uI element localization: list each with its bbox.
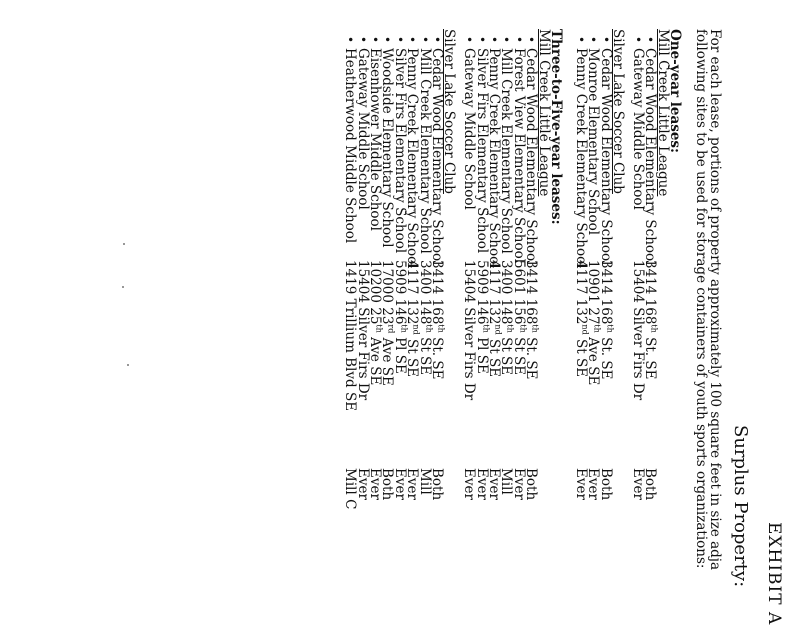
address-number: 5601 156	[510, 260, 527, 325]
address-ordinal-suffix: th	[399, 324, 409, 333]
school-district: Mill	[416, 468, 433, 495]
bullet-icon: •	[499, 36, 514, 44]
bullet-icon: •	[429, 36, 444, 44]
site-name: Gateway Middle School	[629, 48, 646, 210]
address-ordinal-suffix: th	[481, 324, 491, 333]
bullet-icon: •	[474, 36, 489, 44]
school-district: Ever	[461, 468, 478, 500]
address-number: 15404 Silver Firs Dr	[354, 260, 371, 401]
site-name: Silver Firs Elementary School	[391, 48, 408, 254]
bullet-icon: •	[405, 36, 420, 44]
org-heading: Silver Lake Soccer Club	[441, 29, 458, 194]
site-address	[342, 260, 359, 412]
exhibit-label: EXHIBIT A	[764, 522, 784, 625]
bullet-icon: •	[367, 36, 382, 44]
address-ordinal-suffix: th	[530, 324, 540, 333]
address-street: Pl SE	[473, 332, 490, 374]
site-name: Gateway Middle School	[354, 48, 371, 210]
site-address	[461, 260, 478, 401]
address-street: St. SE	[523, 332, 540, 380]
bullet-icon: •	[486, 36, 501, 44]
address-number: 4117 132	[572, 260, 589, 325]
site-name: Cedar Wood Elementary School	[597, 48, 614, 266]
school-district: Ever	[572, 468, 589, 500]
org-heading: Mill Creek Little League	[654, 29, 671, 197]
page-title: Surplus Property:	[730, 425, 751, 588]
bullet-icon: •	[524, 36, 539, 44]
address-number: 1419 Trillium Blvd SE	[342, 260, 359, 412]
site-name: Cedar Wood Elementary School	[523, 48, 540, 266]
school-district: Both	[523, 468, 540, 501]
address-number: 4117 132	[404, 260, 421, 325]
address-street: St SE	[416, 332, 433, 376]
address-number: 17000 23	[379, 260, 396, 325]
address-ordinal-suffix: th	[436, 324, 446, 333]
three_to_five-heading: Three-to-Five-year leases:	[547, 29, 564, 225]
bullet-icon: •	[343, 36, 358, 44]
site-name: Mill Creek Elementary School	[498, 48, 515, 254]
address-ordinal-suffix: th	[605, 324, 615, 333]
org-heading: Mill Creek Little League	[535, 29, 552, 197]
bullet-icon: •	[643, 36, 658, 44]
bullet-icon: •	[355, 36, 370, 44]
bullet-icon: •	[392, 36, 407, 44]
site-name: Mill Creek Elementary School	[416, 48, 433, 254]
bullet-icon: •	[630, 36, 645, 44]
school-district: Ever	[391, 468, 408, 500]
school-district: Ever	[366, 468, 383, 500]
address-street: St. SE	[428, 332, 445, 380]
address-street: St. SE	[597, 332, 614, 380]
address-street: St SE	[572, 334, 589, 378]
org-heading: Silver Lake Soccer Club	[609, 29, 626, 194]
address-ordinal-suffix: th	[518, 324, 528, 333]
intro-line-1: For each lease, portions of property approximately 100 square feet in size adja	[707, 29, 723, 571]
address-number: 3414 168	[597, 260, 614, 325]
address-number: 3414 168	[642, 260, 659, 325]
address-number: 3400 148	[498, 260, 515, 325]
site-name: Monroe Elementary School	[585, 48, 602, 236]
bullet-icon: •	[511, 36, 526, 44]
school-district: Ever	[354, 468, 371, 500]
address-street: Ave SE	[379, 333, 396, 386]
site-name: Penny Creek Elementary School	[485, 48, 502, 269]
school-district: Ever	[510, 468, 527, 500]
address-number: 10901 27	[585, 260, 602, 325]
address-number: 15404 Silver Firs Dr	[461, 260, 478, 401]
address-street: Ave SE	[366, 332, 383, 386]
site-name: Penny Creek Elementary School	[404, 48, 421, 269]
address-ordinal-suffix: nd	[493, 324, 503, 335]
address-ordinal-suffix: th	[374, 324, 384, 333]
school-district: Ever	[585, 468, 602, 500]
intro-line-2: following sites to be used for storage containers of youth sports organizations:	[693, 29, 709, 569]
address-number: 3414 168	[428, 260, 445, 325]
site-address	[572, 260, 590, 378]
bullet-icon: •	[417, 36, 432, 44]
address-street: Ave SE	[585, 332, 602, 386]
site-name: Penny Creek Elementary School	[572, 48, 589, 269]
address-ordinal-suffix: nd	[580, 324, 590, 335]
scan-speck	[122, 286, 124, 288]
address-number: 5909 146	[473, 260, 490, 325]
site-name: Heatherwood Middle School	[342, 48, 359, 244]
bullet-icon: •	[573, 36, 588, 44]
school-district: Ever	[404, 468, 421, 500]
address-ordinal-suffix: th	[592, 324, 602, 333]
address-ordinal-suffix: rd	[386, 324, 396, 334]
scan-speck	[123, 243, 125, 245]
site-name: Woodside Elementary School	[379, 48, 396, 248]
address-number: 10200 25	[366, 260, 383, 325]
address-street: St SE	[404, 334, 421, 378]
address-ordinal-suffix: nd	[411, 324, 421, 335]
address-number: 3414 168	[523, 260, 540, 325]
address-ordinal-suffix: th	[649, 324, 659, 333]
site-name: Eisenhower Middle School	[366, 48, 383, 231]
bullet-icon: •	[598, 36, 613, 44]
bullet-icon: •	[380, 36, 395, 44]
address-number: 15404 Silver Firs Dr	[629, 260, 646, 401]
site-name: Forest View Elementary School	[510, 48, 527, 264]
address-street: St SE	[498, 332, 515, 376]
school-district: Both	[642, 468, 659, 501]
site-name: Silver Firs Elementary School	[473, 48, 490, 254]
address-street: St SE	[485, 334, 502, 378]
address-number: 5909 146	[391, 260, 408, 325]
site-name: Gateway Middle School	[461, 48, 478, 210]
school-district: Both	[428, 468, 445, 501]
scan-speck	[127, 364, 129, 366]
address-ordinal-suffix: th	[505, 324, 515, 333]
school-district: Ever	[485, 468, 502, 500]
address-street: St SE	[510, 332, 527, 376]
address-ordinal-suffix: th	[424, 324, 434, 333]
site-address	[629, 260, 646, 401]
site-name: Cedar Wood Elementary School	[428, 48, 445, 266]
address-number: 4117 132	[485, 260, 502, 325]
address-number: 3400 148	[416, 260, 433, 325]
school-district: Both	[597, 468, 614, 501]
address-street: Pl SE	[391, 332, 408, 374]
school-district: Ever	[473, 468, 490, 500]
bullet-icon: •	[462, 36, 477, 44]
school-district: Mill C	[342, 468, 359, 510]
school-district: Both	[379, 468, 396, 501]
bullet-icon: •	[586, 36, 601, 44]
address-street: St. SE	[642, 332, 659, 380]
school-district: Mill	[498, 468, 515, 495]
site-name: Cedar Wood Elementary School	[642, 48, 659, 266]
one_year-heading: One-year leases:	[667, 29, 683, 153]
school-district: Ever	[629, 468, 646, 500]
